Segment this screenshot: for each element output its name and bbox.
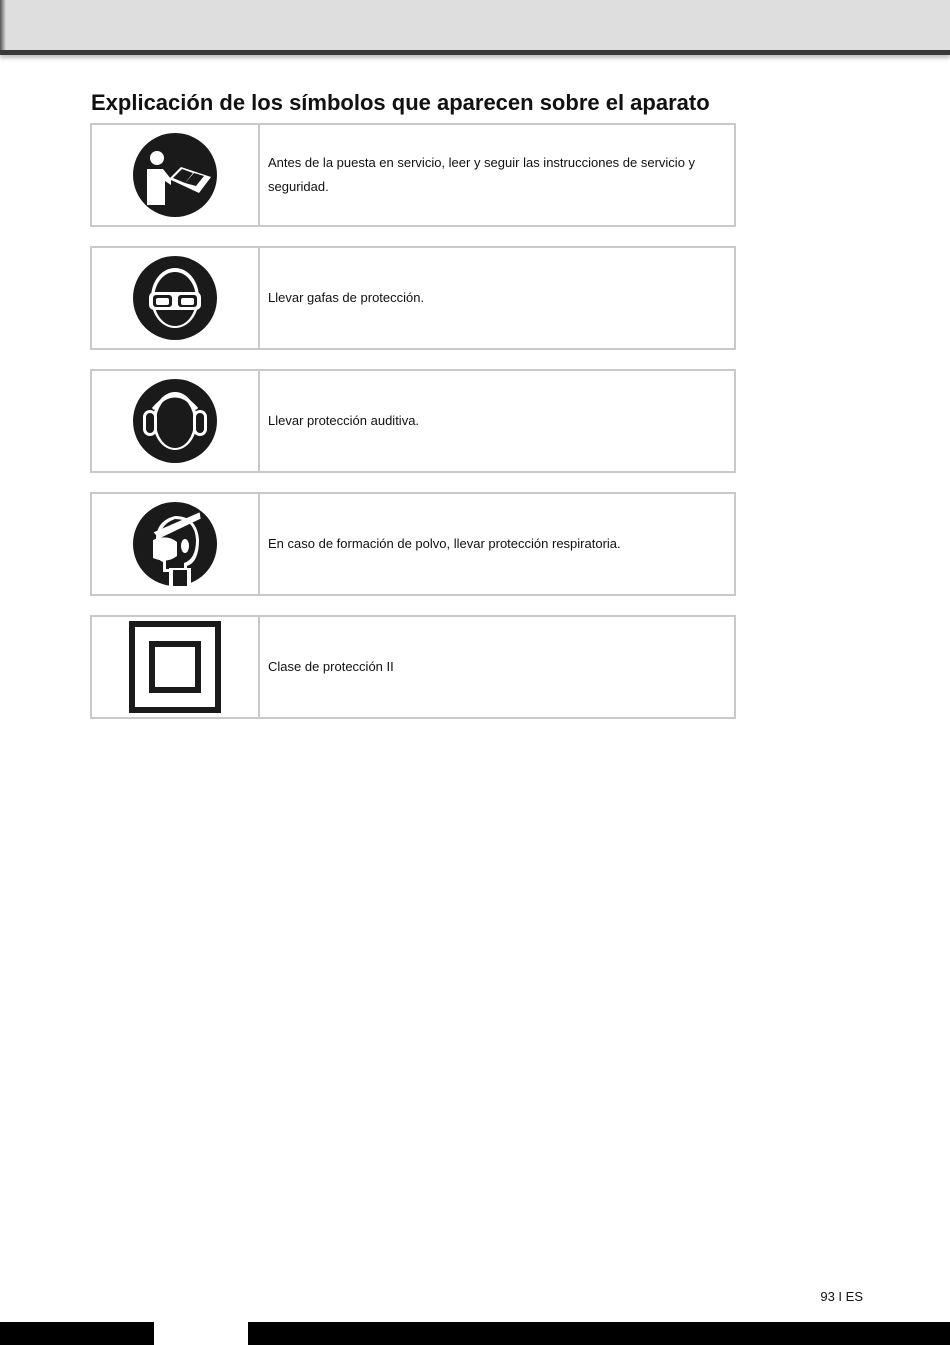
symbol-description: Llevar protección auditiva. [268, 413, 420, 428]
symbol-icon-cell [92, 617, 260, 717]
symbol-icon-cell [92, 125, 260, 225]
protection-class-ii-icon [129, 621, 221, 713]
page-number: 93 I ES [820, 1289, 863, 1304]
symbol-row-protection-class [90, 615, 736, 719]
page-title: Explicación de los símbolos que aparecen sobre el aparato [91, 90, 710, 115]
footer-bar [0, 1322, 154, 1345]
symbol-description: En caso de formación de polvo, llevar protección respiratoria. [268, 536, 621, 551]
ear-protection-icon [133, 379, 217, 463]
read-manual-icon [133, 133, 217, 217]
respiratory-mask-icon [133, 502, 217, 586]
symbol-icon-cell [92, 494, 260, 594]
symbol-description: Antes de la puesta en servicio, leer y seguir las instrucciones de servicio y seguridad. [268, 155, 696, 194]
header-bar [0, 0, 950, 55]
symbol-row-ear-protection [90, 369, 736, 473]
safety-goggles-icon [133, 256, 217, 340]
symbol-row-read-manual [90, 123, 736, 227]
symbol-row-respiratory [90, 492, 736, 596]
symbol-icon-cell [92, 248, 260, 348]
symbol-description: Clase de protección II [268, 659, 394, 674]
symbol-description: Llevar gafas de protección. [268, 290, 425, 305]
footer-bar [248, 1322, 950, 1345]
symbol-icon-cell [92, 371, 260, 471]
symbol-row-goggles [90, 246, 736, 350]
